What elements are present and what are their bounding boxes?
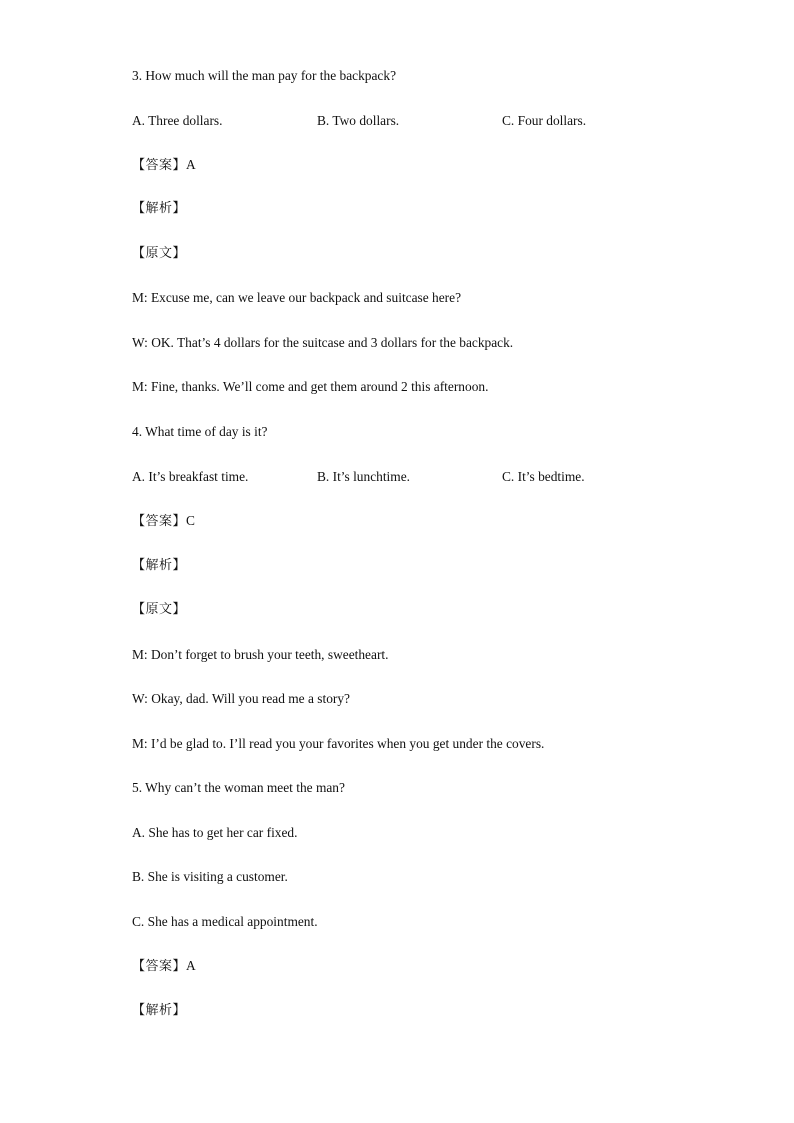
- q4-option-a: A. It’s breakfast time.: [132, 469, 249, 484]
- q4-original-tag: 【原文】: [132, 602, 187, 617]
- q5-question: 5. Why can’t the woman meet the man?: [132, 780, 345, 795]
- q4-option-c: C. It’s bedtime.: [502, 469, 585, 484]
- q4-dialogue-line-2: W: Okay, dad. Will you read me a story?: [132, 691, 350, 706]
- q5-answer-value: A: [186, 958, 196, 973]
- q3-dialogue-line-2: W: OK. That’s 4 dollars for the suitcase and 3 dollars for the backpack.: [132, 335, 514, 350]
- q4-answer-line: [132, 512, 195, 531]
- q3-question: 3. How much will the man pay for the backpack?: [132, 68, 397, 83]
- q4-dialogue-line-3: M: I’d be glad to. I’ll read you your favorites when you get under the covers.: [132, 736, 545, 751]
- q3-dialogue-line-1: M: Excuse me, can we leave our backpack and suitcase here?: [132, 290, 462, 305]
- q4-option-b: B. It’s lunchtime.: [317, 469, 410, 484]
- q5-answer-tag: 【答案】: [132, 959, 187, 974]
- q3-option-b: B. Two dollars.: [317, 113, 400, 128]
- q3-answer-line: [132, 156, 196, 175]
- q4-answer-tag: 【答案】: [132, 514, 187, 529]
- q5-option-c: C. She has a medical appointment.: [132, 914, 318, 929]
- q3-answer-tag: 【答案】: [132, 158, 187, 173]
- q5-answer-line: [132, 957, 196, 976]
- q5-analysis-tag: 【解析】: [132, 1003, 187, 1018]
- q4-analysis-tag: 【解析】: [132, 558, 187, 573]
- q3-original-tag: 【原文】: [132, 246, 187, 261]
- q3-option-a: A. Three dollars.: [132, 113, 223, 128]
- q4-dialogue-line-1: M: Don’t forget to brush your teeth, sweetheart.: [132, 647, 389, 662]
- q5-option-b: B. She is visiting a customer.: [132, 869, 288, 884]
- q4-question: 4. What time of day is it?: [132, 424, 268, 439]
- q3-analysis-tag: 【解析】: [132, 201, 187, 216]
- q3-answer-value: A: [186, 157, 196, 172]
- q3-option-c: C. Four dollars.: [502, 113, 587, 128]
- q4-answer-value: C: [186, 513, 195, 528]
- q5-option-a: A. She has to get her car fixed.: [132, 825, 298, 840]
- q3-dialogue-line-3: M: Fine, thanks. We’ll come and get them around 2 this afternoon.: [132, 379, 489, 394]
